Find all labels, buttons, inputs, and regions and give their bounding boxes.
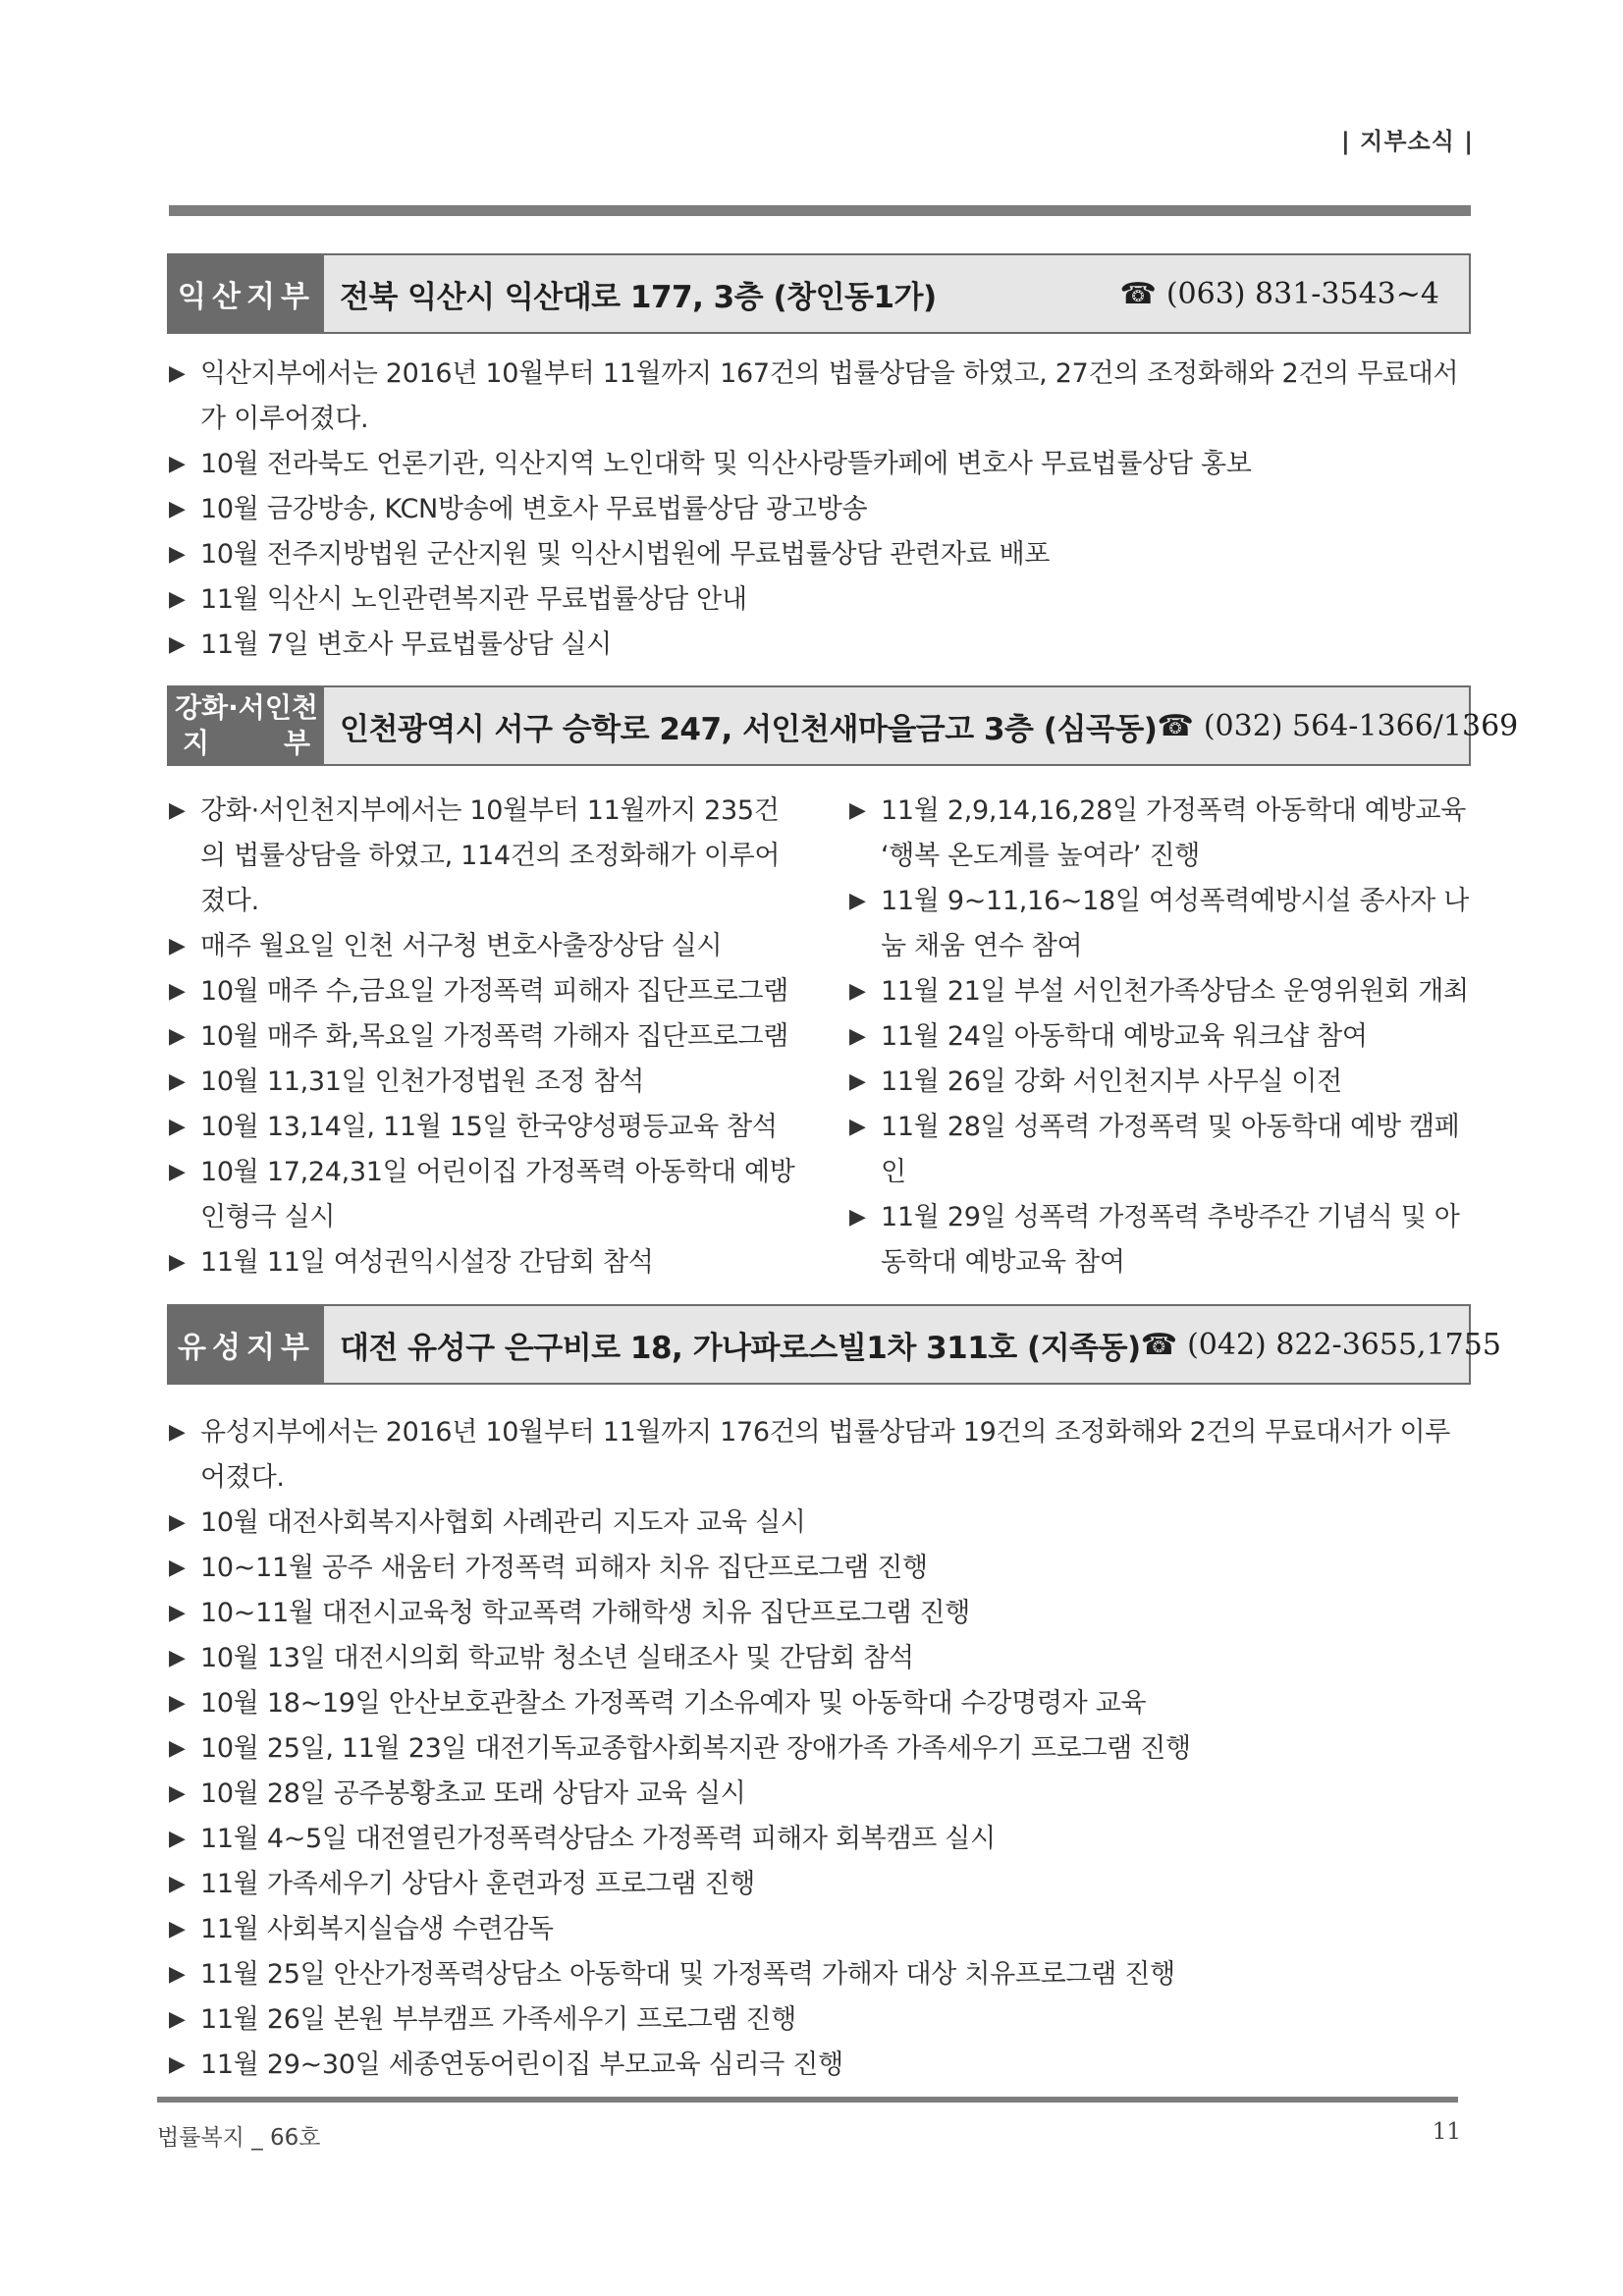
ganghwa-branch-line2a: 지 — [183, 727, 210, 759]
top-rule — [169, 205, 1471, 216]
ganghwa-phone-number: (032) 564-1366/1369 — [1203, 708, 1519, 743]
bullet-icon: ▶ — [849, 889, 866, 913]
yuseong-phone-number: (042) 822-3655,1755 — [1187, 1327, 1501, 1362]
iksan-phone — [1119, 255, 1469, 332]
bullet-icon: ▶ — [169, 1646, 186, 1670]
list-item — [169, 1546, 1475, 1591]
list-item — [169, 1862, 1475, 1907]
list-item-text: 10월 매주 화,목요일 가정폭력 가해자 집단프로그램 — [200, 1021, 789, 1052]
list-item — [169, 1150, 797, 1240]
list-item-text: 11월 4~5일 대전열린가정폭력상담소 가정폭력 피해자 회복캠프 실시 — [200, 1824, 996, 1854]
list-item-text: 10월 대전사회복지사협회 사례관리 지도자 교육 실시 — [200, 1507, 806, 1538]
list-item — [169, 1240, 797, 1285]
list-item — [849, 1014, 1478, 1060]
ganghwa-header — [167, 685, 1519, 766]
list-item — [169, 789, 797, 924]
list-item — [849, 879, 1478, 969]
bullet-icon: ▶ — [169, 1250, 186, 1275]
ganghwa-branch-line2b: 부 — [283, 727, 310, 759]
ganghwa-phone — [1157, 687, 1547, 764]
bottom-rule — [157, 2097, 1458, 2103]
list-item-text: 11월 9~11,16~18일 여성폭력예방시설 종사자 나눔 채움 연수 참여 — [881, 886, 1469, 961]
bullet-icon: ▶ — [169, 2007, 186, 2032]
list-item-text: 11월 29일 성폭력 가정폭력 추방주간 기념식 및 아동학대 예방교육 참여 — [881, 1202, 1460, 1278]
bullet-icon: ▶ — [169, 1115, 186, 1139]
ganghwa-branch-line2 — [183, 726, 310, 761]
list-item-text: 11월 익산시 노인관련복지관 무료법률상담 안내 — [200, 584, 747, 615]
list-item-text: 10월 18~19일 안산보호관찰소 가정폭력 기소유예자 및 아동학대 수강명령자 교육 — [200, 1688, 1147, 1719]
yuseong-header — [167, 1304, 1501, 1385]
list-item-text: 10월 25일, 11월 23일 대전기독교종합사회복지관 장애가족 가족세우기 프로그램 진행 — [200, 1733, 1191, 1764]
list-item — [169, 1060, 797, 1105]
bullet-icon: ▶ — [169, 1827, 186, 1851]
list-item-text: 11월 7일 변호사 무료법률상담 실시 — [200, 629, 612, 660]
list-item — [849, 1105, 1478, 1195]
bullet-icon: ▶ — [169, 1872, 186, 1896]
bullet-icon: ▶ — [169, 1691, 186, 1716]
list-item — [849, 1195, 1478, 1285]
list-item-text: 10~11월 대전시교육청 학교폭력 가해학생 치유 집단프로그램 진행 — [200, 1598, 971, 1628]
list-item — [169, 1105, 797, 1150]
yuseong-branch-label: 유성지부 — [169, 1306, 324, 1383]
bullet-icon: ▶ — [169, 1556, 186, 1580]
bullet-icon: ▶ — [169, 979, 186, 1004]
list-item-text: 강화·서인천지부에서는 10월부터 11월까지 235건의 법률상담을 하였고, 114건의 조정화해가 이루어졌다. — [200, 795, 781, 916]
list-item-text: 10~11월 공주 새움터 가정폭력 피해자 치유 집단프로그램 진행 — [200, 1553, 928, 1583]
list-item — [169, 487, 1475, 532]
list-item-text: 11월 26일 본원 부부캠프 가족세우기 프로그램 진행 — [200, 2004, 797, 2035]
ganghwa-address: 인천광역시 서구 승학로 247, 서인천새마을금고 3층 (심곡동) — [340, 711, 1158, 747]
list-item — [169, 1014, 797, 1060]
bullet-icon: ▶ — [169, 1420, 186, 1445]
list-item — [169, 1591, 1475, 1636]
bullet-icon: ▶ — [169, 632, 186, 657]
bullet-icon: ▶ — [849, 1205, 866, 1230]
list-item-text: 11월 가족세우기 상담사 훈련과정 프로그램 진행 — [200, 1869, 756, 1899]
list-item-text: 10월 11,31일 인천가정법원 조정 참석 — [200, 1066, 645, 1097]
list-item-text: 10월 금강방송, KCN방송에 변호사 무료법률상담 광고방송 — [200, 494, 868, 524]
bullet-icon: ▶ — [849, 979, 866, 1004]
list-item — [849, 969, 1478, 1014]
list-item-text: 11월 21일 부설 서인천가족상담소 운영위원회 개최 — [881, 976, 1469, 1007]
iksan-address: 전북 익산시 익산대로 177, 3층 (창인동1가) — [340, 279, 937, 315]
phone-icon: ☎ — [1140, 1327, 1178, 1362]
bullet-icon: ▶ — [169, 798, 186, 823]
bullet-icon: ▶ — [169, 1917, 186, 1941]
bullet-icon: ▶ — [169, 1069, 186, 1094]
bullet-icon: ▶ — [169, 1736, 186, 1761]
list-item — [169, 442, 1475, 487]
iksan-list — [169, 352, 1475, 668]
ganghwa-list-right — [849, 789, 1478, 1285]
bullet-icon: ▶ — [169, 1024, 186, 1049]
list-item-text: 유성지부에서는 2016년 10월부터 11월까지 176건의 법률상담과 19건의 조정화해와 2건의 무료대서가 이루어졌다. — [200, 1417, 1451, 1493]
list-item-text: 10월 13,14일, 11월 15일 한국양성평등교육 참석 — [200, 1112, 778, 1142]
bullet-icon: ▶ — [849, 1024, 866, 1049]
bullet-icon: ▶ — [849, 798, 866, 823]
list-item-text: 11월 24일 아동학대 예방교육 워크샵 참여 — [881, 1021, 1368, 1052]
list-item-text: 11월 26일 강화 서인천지부 사무실 이전 — [881, 1066, 1342, 1097]
list-item — [169, 969, 797, 1014]
list-item-text: 10월 28일 공주봉황초교 또래 상담자 교육 실시 — [200, 1778, 746, 1809]
page-number: 11 — [1432, 2119, 1461, 2145]
list-item-text: 익산지부에서는 2016년 10월부터 11월까지 167건의 법률상담을 하였고, 27건의 조정화해와 2건의 무료대서가 이루어졌다. — [200, 358, 1459, 434]
list-item — [169, 577, 1475, 623]
bullet-icon: ▶ — [169, 2052, 186, 2077]
list-item-text: 11월 사회복지실습생 수련감독 — [200, 1914, 554, 1944]
list-item — [849, 1060, 1478, 1105]
yuseong-list — [169, 1410, 1475, 2088]
bullet-icon: ▶ — [169, 1160, 186, 1184]
footer-publication: 법률복지 _ 66호 — [157, 2125, 321, 2151]
list-item-text: 11월 11일 여성권익시설장 간담회 참석 — [200, 1247, 654, 1278]
list-item — [169, 1410, 1475, 1501]
yuseong-phone — [1141, 1306, 1531, 1383]
list-item — [169, 1636, 1475, 1681]
list-item — [169, 924, 797, 969]
iksan-branch-label: 익산지부 — [169, 255, 324, 332]
bullet-icon: ▶ — [169, 1962, 186, 1987]
bullet-icon: ▶ — [169, 497, 186, 521]
ganghwa-list-left — [169, 789, 797, 1285]
list-item-text: 10월 13일 대전시의회 학교밖 청소년 실태조사 및 간담회 참석 — [200, 1643, 914, 1673]
list-item — [169, 1772, 1475, 1817]
ganghwa-branch-label — [169, 687, 324, 764]
list-item — [169, 1817, 1475, 1862]
iksan-header — [167, 253, 1471, 334]
list-item — [849, 789, 1478, 879]
list-item — [169, 352, 1475, 442]
list-item — [169, 623, 1475, 668]
list-item — [169, 1681, 1475, 1726]
list-item — [169, 1501, 1475, 1546]
list-item-text: 10월 전라북도 언론기관, 익산지역 노인대학 및 익산사랑뜰카페에 변호사 무료법률상담 홍보 — [200, 449, 1252, 479]
list-item-text: 10월 전주지방법원 군산지원 및 익산시법원에 무료법률상담 관련자료 배포 — [200, 539, 1051, 570]
list-item — [169, 1952, 1475, 1997]
ganghwa-branch-line1: 강화·서인천 — [175, 691, 318, 724]
yuseong-address: 대전 유성구 은구비로 18, 가나파로스빌1차 311호 (지족동) — [340, 1330, 1141, 1366]
bullet-icon: ▶ — [169, 1781, 186, 1806]
list-item-text: 10월 매주 수,금요일 가정폭력 피해자 집단프로그램 — [200, 976, 789, 1007]
bullet-icon: ▶ — [169, 452, 186, 476]
list-item-text: 10월 17,24,31일 어린이집 가정폭력 아동학대 예방인형극 실시 — [200, 1157, 795, 1232]
section-tag: | 지부소식 | — [1341, 128, 1474, 155]
list-item-text: 매주 월요일 인천 서구청 변호사출장상담 실시 — [200, 931, 723, 961]
bullet-icon: ▶ — [169, 1510, 186, 1535]
list-item — [169, 1997, 1475, 2043]
phone-icon: ☎ — [1157, 708, 1194, 743]
bullet-icon: ▶ — [169, 1601, 186, 1625]
list-item-text: 11월 25일 안산가정폭력상담소 아동학대 및 가정폭력 가해자 대상 치유프로그램 진행 — [200, 1959, 1175, 1990]
phone-icon: ☎ — [1119, 276, 1157, 311]
list-item-text: 11월 28일 성폭력 가정폭력 및 아동학대 예방 캠페인 — [881, 1112, 1460, 1187]
list-item-text: 11월 29~30일 세종연동어린이집 부모교육 심리극 진행 — [200, 2050, 843, 2080]
bullet-icon: ▶ — [169, 934, 186, 958]
bullet-icon: ▶ — [169, 542, 186, 567]
list-item — [169, 1907, 1475, 1952]
list-item — [169, 532, 1475, 577]
list-item-text: 11월 2,9,14,16,28일 가정폭력 아동학대 예방교육 ‘행복 온도계를 높여라’ 진행 — [881, 795, 1466, 871]
bullet-icon: ▶ — [849, 1115, 866, 1139]
list-item — [169, 1726, 1475, 1772]
bullet-icon: ▶ — [169, 361, 186, 386]
bullet-icon: ▶ — [849, 1069, 866, 1094]
list-item — [169, 2043, 1475, 2088]
iksan-phone-number: (063) 831-3543~4 — [1165, 276, 1439, 311]
bullet-icon: ▶ — [169, 587, 186, 612]
